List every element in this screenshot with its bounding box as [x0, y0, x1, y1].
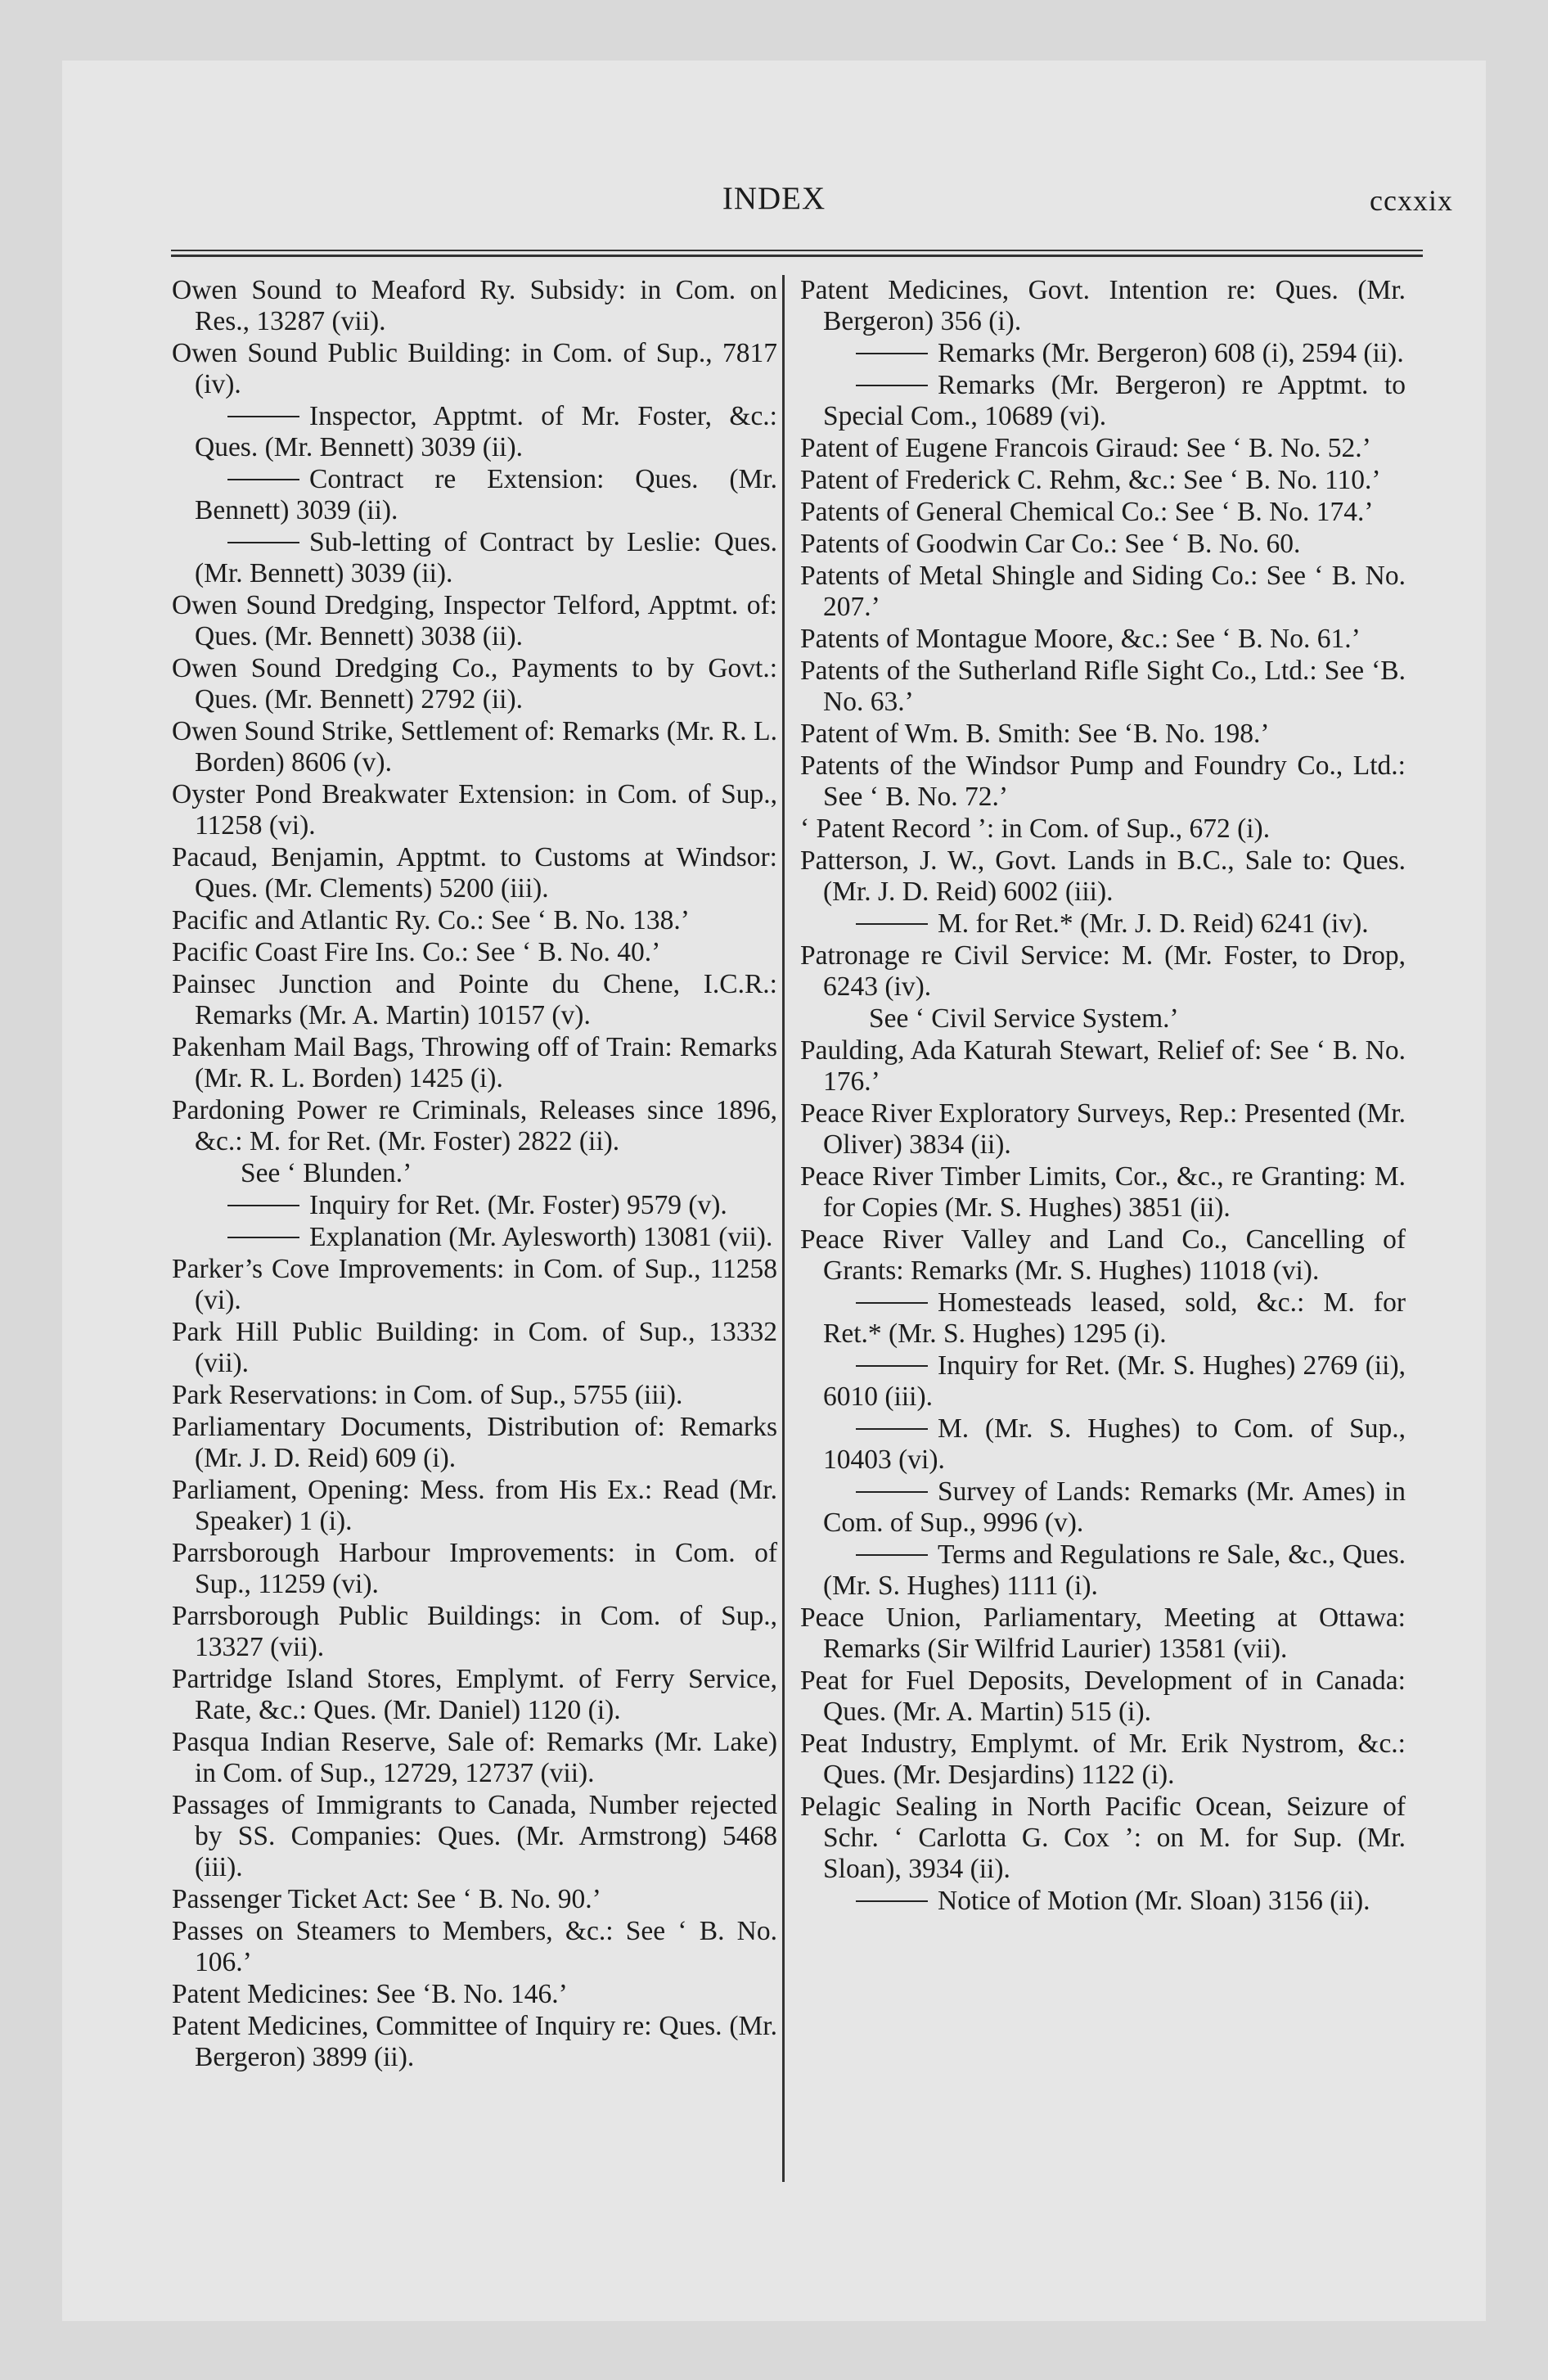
- index-entry: [800, 1098, 1406, 1161]
- index-entry: [172, 1664, 777, 1726]
- entry-text: Paulding, Ada Katurah Stewart, Relief of: See ‘ B. No. 176.’: [800, 1035, 1406, 1097]
- entry-text: Peat Industry, Emplymt. of Mr. Erik Nystrom, &c.: Ques. (Mr. Desjardins) 1122 (i).: [800, 1729, 1406, 1790]
- entry-text: Oyster Pond Breakwater Extension: in Com. of Sup., 11258 (vi).: [172, 779, 777, 841]
- entry-text: Passes on Steamers to Members, &c.: See ‘ B. No. 106.’: [172, 1916, 777, 1977]
- index-entry: [800, 1729, 1406, 1791]
- entry-text: Patents of the Windsor Pump and Foundry Co., Ltd.: See ‘ B. No. 72.’: [800, 751, 1406, 812]
- repeat-dash: [227, 1237, 299, 1238]
- repeat-dash: [856, 385, 928, 386]
- entry-text: Patents of Metal Shingle and Siding Co.: See ‘ B. No. 207.’: [800, 561, 1406, 622]
- index-entry: [800, 940, 1406, 1003]
- index-entry: [800, 1666, 1406, 1728]
- entry-text: M. (Mr. S. Hughes) to Com. of Sup., 10403 (vi).: [823, 1413, 1406, 1475]
- entry-text: Patent of Frederick C. Rehm, &c.: See ‘ B. No. 110.’: [800, 465, 1381, 495]
- repeat-dash: [227, 479, 299, 480]
- entry-text: Owen Sound Strike, Settlement of: Remarks (Mr. R. L. Borden) 8606 (v).: [172, 716, 777, 778]
- entry-text: Passenger Ticket Act: See ‘ B. No. 90.’: [172, 1884, 601, 1914]
- index-entry: [800, 1476, 1406, 1539]
- repeat-dash: [856, 1491, 928, 1493]
- index-entry: [172, 1916, 777, 1978]
- left-column: [172, 275, 777, 2073]
- index-entry: [172, 401, 777, 463]
- index-entry: [172, 1095, 777, 1157]
- entry-text: Parliamentary Documents, Distribution of: Remarks (Mr. J. D. Reid) 609 (i).: [172, 1412, 777, 1473]
- index-entry: [800, 1350, 1406, 1413]
- repeat-dash: [856, 923, 928, 925]
- index-entry: [172, 969, 777, 1031]
- repeat-dash: [856, 1302, 928, 1304]
- entry-text: Inquiry for Ret. (Mr. S. Hughes) 2769 (ii), 6010 (iii).: [823, 1350, 1406, 1412]
- entry-text: Remarks (Mr. Bergeron) 608 (i), 2594 (ii).: [938, 338, 1404, 368]
- header-rule-thick: [171, 255, 1423, 257]
- index-entry: [172, 464, 777, 526]
- repeat-dash: [856, 1365, 928, 1367]
- header-rule-thin: [171, 250, 1423, 251]
- entry-text: Pardoning Power re Criminals, Releases since 1896, &c.: M. for Ret. (Mr. Foster) 2822 (ii).: [172, 1095, 777, 1156]
- index-entry: [172, 779, 777, 841]
- index-entry: [172, 1317, 777, 1379]
- entry-text: Peace River Timber Limits, Cor., &c., re Granting: M. for Copies (Mr. S. Hughes) 3851 (ii).: [800, 1161, 1406, 1223]
- entry-text: Terms and Regulations re Sale, &c., Ques. (Mr. S. Hughes) 1111 (i).: [823, 1539, 1406, 1601]
- index-entry: [172, 1790, 777, 1883]
- entry-text: Pakenham Mail Bags, Throwing off of Train: Remarks (Mr. R. L. Borden) 1425 (i).: [172, 1032, 777, 1093]
- entry-text: Patents of Montague Moore, &c.: See ‘ B. No. 61.’: [800, 624, 1361, 654]
- index-entry: [172, 590, 777, 652]
- index-entry: [172, 1158, 777, 1189]
- entry-text: Pelagic Sealing in North Pacific Ocean, Seizure of Schr. ‘ Carlotta G. Cox ’: on M. for Sup. (Mr. Sloan), 3934 (ii).: [800, 1792, 1406, 1884]
- index-entry: [800, 845, 1406, 908]
- index-entry: [800, 433, 1406, 464]
- entry-text: Pacific and Atlantic Ry. Co.: See ‘ B. No. 138.’: [172, 905, 690, 935]
- index-entry: [172, 1727, 777, 1789]
- entry-text: Park Reservations: in Com. of Sup., 5755 (iii).: [172, 1380, 683, 1410]
- index-entry: [172, 1254, 777, 1316]
- entry-text: Parrsborough Public Buildings: in Com. of Sup., 13327 (vii).: [172, 1601, 777, 1662]
- entry-text: Painsec Junction and Pointe du Chene, I.C.R.: Remarks (Mr. A. Martin) 10157 (v).: [172, 969, 777, 1030]
- entry-text: Pacaud, Benjamin, Apptmt. to Customs at Windsor: Ques. (Mr. Clements) 5200 (iii).: [172, 842, 777, 904]
- entry-text: Homesteads leased, sold, &c.: M. for Ret.* (Mr. S. Hughes) 1295 (i).: [823, 1287, 1406, 1349]
- entry-text: Park Hill Public Building: in Com. of Sup., 13332 (vii).: [172, 1317, 777, 1378]
- entry-text: Patterson, J. W., Govt. Lands in B.C., Sale to: Ques. (Mr. J. D. Reid) 6002 (iii).: [800, 845, 1406, 907]
- entry-text: Peace River Valley and Land Co., Cancelling of Grants: Remarks (Mr. S. Hughes) 11018 (vi).: [800, 1224, 1406, 1286]
- index-entry: [172, 653, 777, 715]
- index-entry: [172, 527, 777, 589]
- index-entry: [172, 1222, 777, 1253]
- repeat-dash: [856, 1554, 928, 1556]
- index-entry: [800, 275, 1406, 337]
- repeat-dash: [227, 416, 299, 417]
- index-entry: [172, 1475, 777, 1537]
- index-entry: [800, 719, 1406, 750]
- index-entry: [800, 1287, 1406, 1350]
- entry-text: M. for Ret.* (Mr. J. D. Reid) 6241 (iv).: [938, 908, 1369, 939]
- index-entry: [800, 1413, 1406, 1476]
- index-entry: [172, 1190, 777, 1221]
- index-entry: [800, 370, 1406, 432]
- column-divider: [782, 275, 785, 2182]
- repeat-dash: [227, 1205, 299, 1206]
- index-entry: [172, 1412, 777, 1474]
- entry-text: Peat for Fuel Deposits, Development of in Canada: Ques. (Mr. A. Martin) 515 (i).: [800, 1666, 1406, 1727]
- page-number: ccxxix: [1370, 184, 1453, 217]
- entry-text: Patent Medicines, Govt. Intention re: Ques. (Mr. Bergeron) 356 (i).: [800, 275, 1406, 336]
- index-entry: [172, 1979, 777, 2010]
- index-entry: [172, 2011, 777, 2073]
- repeat-dash: [856, 1428, 928, 1430]
- entry-text: Patent of Wm. B. Smith: See ‘B. No. 198.’: [800, 719, 1270, 749]
- entry-text: Pacific Coast Fire Ins. Co.: See ‘ B. No. 40.’: [172, 937, 661, 967]
- entry-text: Patents of the Sutherland Rifle Sight Co., Ltd.: See ‘B. No. 63.’: [800, 656, 1406, 717]
- index-entry: [800, 338, 1406, 369]
- index-entry: [800, 497, 1406, 528]
- index-entry: [172, 905, 777, 936]
- entry-text: See ‘ Blunden.’: [241, 1158, 412, 1188]
- index-entry: [800, 908, 1406, 940]
- index-entry: [800, 751, 1406, 813]
- entry-text: Passages of Immigrants to Canada, Number rejected by SS. Companies: Ques. (Mr. Armstrong) 5468 (iii).: [172, 1790, 777, 1882]
- index-entry: [800, 465, 1406, 496]
- entry-text: Survey of Lands: Remarks (Mr. Ames) in Com. of Sup., 9996 (v).: [823, 1476, 1406, 1538]
- entry-text: Peace River Exploratory Surveys, Rep.: Presented (Mr. Oliver) 3834 (ii).: [800, 1098, 1406, 1160]
- entry-text: Pasqua Indian Reserve, Sale of: Remarks (Mr. Lake) in Com. of Sup., 12729, 12737 (vii).: [172, 1727, 777, 1788]
- index-page: [62, 61, 1486, 2321]
- entry-text: Partridge Island Stores, Emplymt. of Ferry Service, Rate, &c.: Ques. (Mr. Daniel) 1120 (i).: [172, 1664, 777, 1725]
- index-entry: [172, 1380, 777, 1411]
- entry-text: Owen Sound Dredging, Inspector Telford, Apptmt. of: Ques. (Mr. Bennett) 3038 (ii).: [172, 590, 777, 651]
- entry-text: Parliament, Opening: Mess. from His Ex.: Read (Mr. Speaker) 1 (i).: [172, 1475, 777, 1536]
- index-entry: [172, 338, 777, 400]
- entry-text: Owen Sound Public Building: in Com. of Sup., 7817 (iv).: [172, 338, 777, 399]
- entry-text: Parrsborough Harbour Improvements: in Com. of Sup., 11259 (vi).: [172, 1538, 777, 1599]
- index-entry: [172, 716, 777, 778]
- entry-text: Contract re Extension: Ques. (Mr. Bennett) 3039 (ii).: [195, 464, 777, 525]
- index-entry: [800, 1003, 1406, 1034]
- index-entry: [800, 1539, 1406, 1602]
- index-entry: [172, 1601, 777, 1663]
- index-entry: [172, 937, 777, 968]
- entry-text: Patent Medicines: See ‘B. No. 146.’: [172, 1979, 568, 2009]
- index-entry: [172, 1032, 777, 1094]
- index-entry: [172, 1884, 777, 1915]
- index-entry: [800, 1161, 1406, 1224]
- index-entry: [800, 1602, 1406, 1665]
- entry-text: Inquiry for Ret. (Mr. Foster) 9579 (v).: [309, 1190, 727, 1220]
- repeat-dash: [856, 1900, 928, 1902]
- index-entry: [800, 814, 1406, 845]
- index-entry: [800, 1224, 1406, 1287]
- entry-text: Patronage re Civil Service: M. (Mr. Foster, to Drop, 6243 (iv).: [800, 940, 1406, 1002]
- entry-text: See ‘ Civil Service System.’: [869, 1003, 1179, 1034]
- index-entry: [800, 1035, 1406, 1098]
- entry-text: Patents of Goodwin Car Co.: See ‘ B. No. 60.: [800, 529, 1301, 559]
- entry-text: Patent of Eugene Francois Giraud: See ‘ B. No. 52.’: [800, 433, 1371, 463]
- right-column: [800, 275, 1406, 1917]
- entry-text: Owen Sound Dredging Co., Payments to by Govt.: Ques. (Mr. Bennett) 2792 (ii).: [172, 653, 777, 714]
- index-entry: [800, 656, 1406, 718]
- index-entry: [800, 1792, 1406, 1885]
- entry-text: Sub-letting of Contract by Leslie: Ques. (Mr. Bennett) 3039 (ii).: [195, 527, 777, 588]
- entry-text: Notice of Motion (Mr. Sloan) 3156 (ii).: [938, 1886, 1370, 1916]
- entry-text: ‘ Patent Record ’: in Com. of Sup., 672 (i).: [800, 814, 1271, 844]
- entry-text: Owen Sound to Meaford Ry. Subsidy: in Com. on Res., 13287 (vii).: [172, 275, 777, 336]
- repeat-dash: [227, 542, 299, 543]
- index-entry: [172, 275, 777, 337]
- entry-text: Parker’s Cove Improvements: in Com. of Sup., 11258 (vi).: [172, 1254, 777, 1315]
- repeat-dash: [856, 353, 928, 354]
- index-entry: [800, 624, 1406, 655]
- entry-text: Peace Union, Parliamentary, Meeting at Ottawa: Remarks (Sir Wilfrid Laurier) 13581 (vii).: [800, 1602, 1406, 1664]
- index-entry: [172, 842, 777, 904]
- entry-text: Patents of General Chemical Co.: See ‘ B. No. 174.’: [800, 497, 1374, 527]
- entry-text: Patent Medicines, Committee of Inquiry re: Ques. (Mr. Bergeron) 3899 (ii).: [172, 2011, 777, 2072]
- entry-text: Inspector, Apptmt. of Mr. Foster, &c.: Ques. (Mr. Bennett) 3039 (ii).: [195, 401, 777, 462]
- index-entry: [800, 529, 1406, 560]
- index-entry: [800, 561, 1406, 623]
- index-entry: [172, 1538, 777, 1600]
- entry-text: Remarks (Mr. Bergeron) re Apptmt. to Special Com., 10689 (vi).: [823, 370, 1406, 431]
- index-entry: [800, 1886, 1406, 1917]
- page-title: INDEX: [722, 181, 826, 216]
- entry-text: Explanation (Mr. Aylesworth) 13081 (vii).: [309, 1222, 773, 1252]
